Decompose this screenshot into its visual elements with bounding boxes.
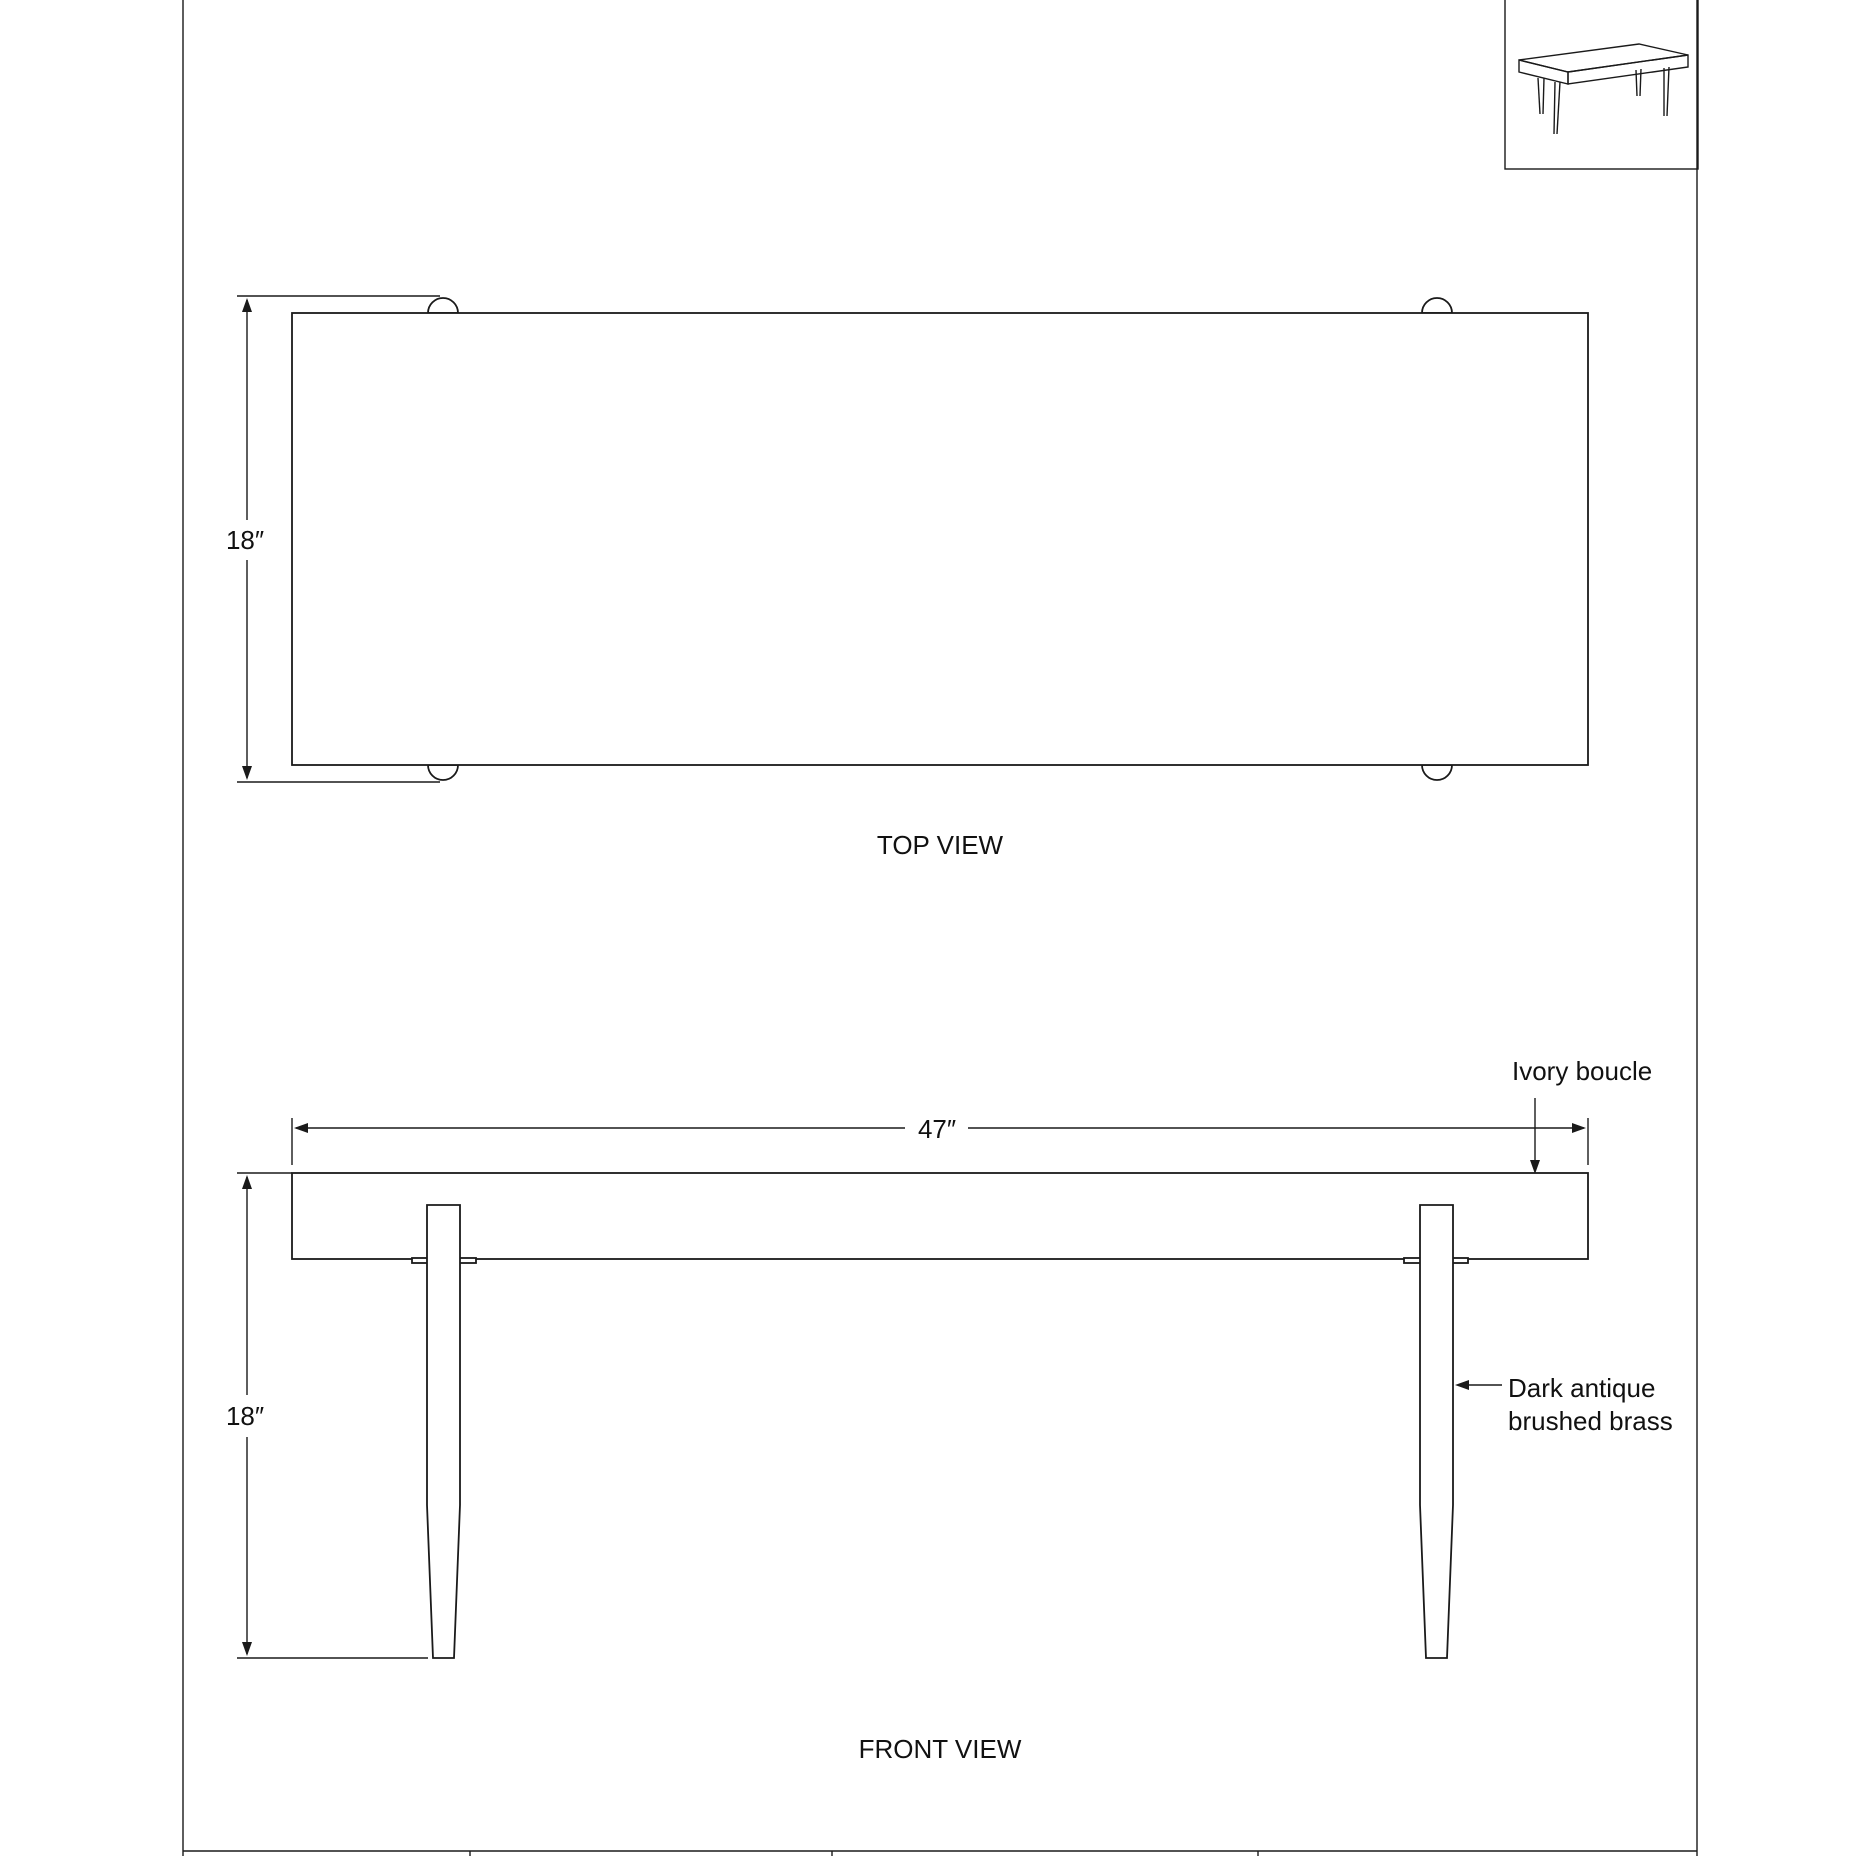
leg-finish-callout	[1455, 1373, 1673, 1436]
perspective-thumbnail	[1505, 0, 1698, 169]
top-depth-label: 18″	[225, 525, 265, 555]
leg-finish-label-line2: brushed brass	[1508, 1406, 1673, 1436]
front-view-label: FRONT VIEW	[858, 1734, 1022, 1764]
top-leg-foot	[428, 765, 458, 780]
top-leg-foot	[1422, 765, 1452, 780]
top-view	[226, 296, 1588, 860]
seat-material-callout	[1512, 1056, 1652, 1174]
front-width-label: 47″	[917, 1114, 957, 1144]
front-view-seat	[292, 1173, 1588, 1259]
front-view-leg-right	[1420, 1205, 1453, 1658]
front-height-label: 18″	[225, 1401, 265, 1431]
seat-material-label: Ivory boucle	[1512, 1056, 1653, 1086]
top-leg-foot	[1422, 298, 1452, 313]
leg-finish-label-line1: Dark antique	[1508, 1373, 1656, 1403]
sheet-frame	[183, 0, 1697, 1856]
front-view-leg-left	[427, 1205, 460, 1658]
front-view	[226, 1056, 1673, 1764]
front-width-dimension	[292, 1114, 1588, 1165]
top-view-seat	[292, 313, 1588, 765]
top-leg-foot	[428, 298, 458, 313]
top-view-label: TOP VIEW	[876, 830, 1004, 860]
